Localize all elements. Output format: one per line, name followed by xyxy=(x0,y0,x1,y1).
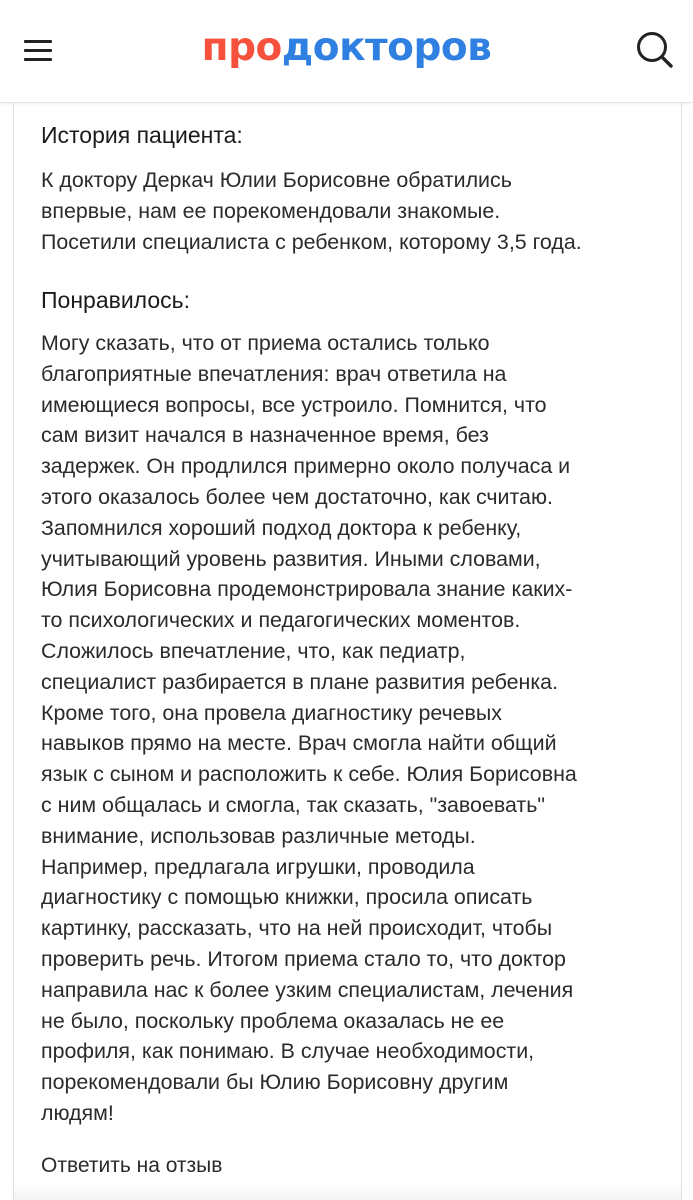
review-card xyxy=(13,102,682,1200)
logo-part-pro: про xyxy=(201,25,282,70)
site-header xyxy=(0,0,693,103)
search-icon[interactable] xyxy=(635,30,675,70)
history-title: История пациента: xyxy=(41,122,243,148)
liked-title: Понравилось: xyxy=(41,287,191,313)
site-logo[interactable] xyxy=(0,24,693,72)
search-icon-graphic xyxy=(635,30,675,70)
history-text: К доктору Деркач Юлии Борисовне обратились впервые, нам ее порекомендовали знакомые. Посетили специалиста с ребенком, которому 3,5 года. xyxy=(41,168,582,254)
card-bottom-edge xyxy=(14,1182,681,1200)
logo-part-doktorov: докторов xyxy=(281,25,492,70)
reply-to-review-link[interactable]: Ответить на отзыв xyxy=(41,1154,223,1177)
liked-text: Могу сказать, что от приема остались только благоприятные впечатления: врач ответила на имеющиеся вопросы, все устроило. Помнится, что сам визит начался в назначенное время, без задержек. Он продлился примерно около получаса и этого оказалось более чем достаточно, как считаю. Запомнился хороший подход доктора к ребенку, учитывающий уровень развития. Иными словами, Юлия Борисовна продемонстрировала знание каких- то психологических и педагогических моментов. Сложилось впечатление, что, как педиатр, специалист разбирается в плане развития ребенка. Кроме того, она провела диагностику речевых навыков прямо на месте. Врач смогла найти общий язык с сыном и расположить к себе. Юлия Борисовна с ним общалась и смогла, так сказать, "завоевать" внимание, использовав различные методы. Например, предлагала игрушки, проводила диагностику с помощью книжки, просила описать картинку, рассказать, что на ней происходит, чтобы проверить речь. Итогом приема стало то, что доктор направила нас к более узким специалистам, лечения не было, поскольку проблема оказалась не ее профиля, как понимаю. В случае необходимости, порекомендовали бы Юлию Борисовну другим людям! xyxy=(41,331,577,1125)
